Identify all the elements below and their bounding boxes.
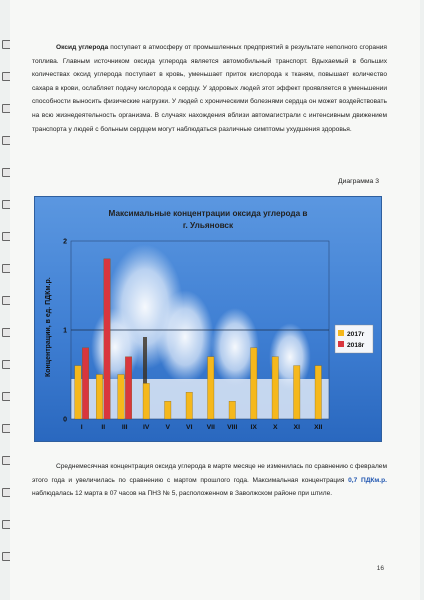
paragraph-lead: Оксид углерода [56,44,109,51]
legend-label: 2017г [347,331,365,338]
legend-swatch [338,341,344,347]
bar-2018г-I [82,348,88,419]
bar-2017г-XII [315,366,321,419]
bar-2018г-II [104,259,110,419]
x-tick-label: IX [250,424,257,431]
y-axis-label: Концентрации, в ед. ПДКм.р. [45,277,52,377]
chart-title-line-1: Максимальные концентрации оксида углерода в [108,209,308,218]
x-tick-label: X [272,424,278,431]
bar-chart [34,196,382,442]
bar-2017г-V [165,401,171,419]
x-tick-label: VI [186,424,193,431]
y-tick-label: 1 [63,327,67,335]
diagram-label: Диаграмма 3 [337,178,379,185]
x-tick-label: II [101,424,106,431]
page-number: 16 [376,565,384,572]
chart-svg [35,197,381,441]
x-tick-label: VII [206,424,215,431]
x-tick-label: VIII [227,424,238,431]
bar-2018г-III [125,357,131,419]
x-tick-label: III [121,424,128,431]
bar-2017г-II [96,375,102,420]
legend-swatch [338,330,344,336]
summary-paragraph [32,460,387,501]
bar-2017г-VI [186,392,192,419]
max-concentration-value: 0,7 ПДКм.р. [348,476,388,484]
bar-2017г-IX [251,348,257,419]
x-tick-label: XI [293,424,300,431]
x-tick-label: IV [143,424,150,431]
y-tick-label: 0 [63,416,67,424]
bar-2017г-IV [143,383,149,419]
legend-label: 2018г [347,342,365,349]
y-tick-label: 2 [63,238,67,246]
bar-2017г-X [272,357,278,419]
bar-2017г-VII [208,357,214,419]
summary-text-1: Среднемесячная концентрация оксида углерода в марте месяце не изменилась по сравнению с февралем этого года и увеличилась по сравнению с мартом прошлого года. Максимальная концентрация [32,463,387,484]
x-tick-label: I [80,424,83,431]
frosted-tree [156,290,214,384]
bar-2017г-VIII [229,401,235,419]
bar-2017г-I [75,366,81,419]
summary-text-2: наблюдалась 12 марта в 07 часов на ПНЗ № 5, расположенном в Заволжском районе при штиле. [32,490,333,498]
intro-paragraph [32,41,387,136]
x-tick-label: V [165,424,171,431]
chart-title-line-2: г. Ульяновск [182,221,234,230]
bar-2017г-III [118,375,124,420]
x-tick-label: XII [314,424,323,431]
bar-2017г-XI [294,366,300,419]
paragraph-body: поступает в атмосферу от промышленных предприятий в результате неполного сгорания топлива. Главным источником оксида углерода является автомобильный транспорт. Вдыхаемый в больших количествах оксид углерода поступает в кровь, уменьшает приток кислорода к тканям, повышает количество сахара в крови, ослабляет подачу кислорода к сердцу. У здоровых людей этот эффект проявляется в уменьшении способности выносить физические нагрузки. У людей с хроническими болезнями сердца он может воздействовать на всю жизнедеятельность организма. В случаях нахождения вблизи автомагистрали с интенсивным движением транспорта у людей с больным сердцем могут наблюдаться различные симптомы ухудшения здоровья. [32,44,387,133]
